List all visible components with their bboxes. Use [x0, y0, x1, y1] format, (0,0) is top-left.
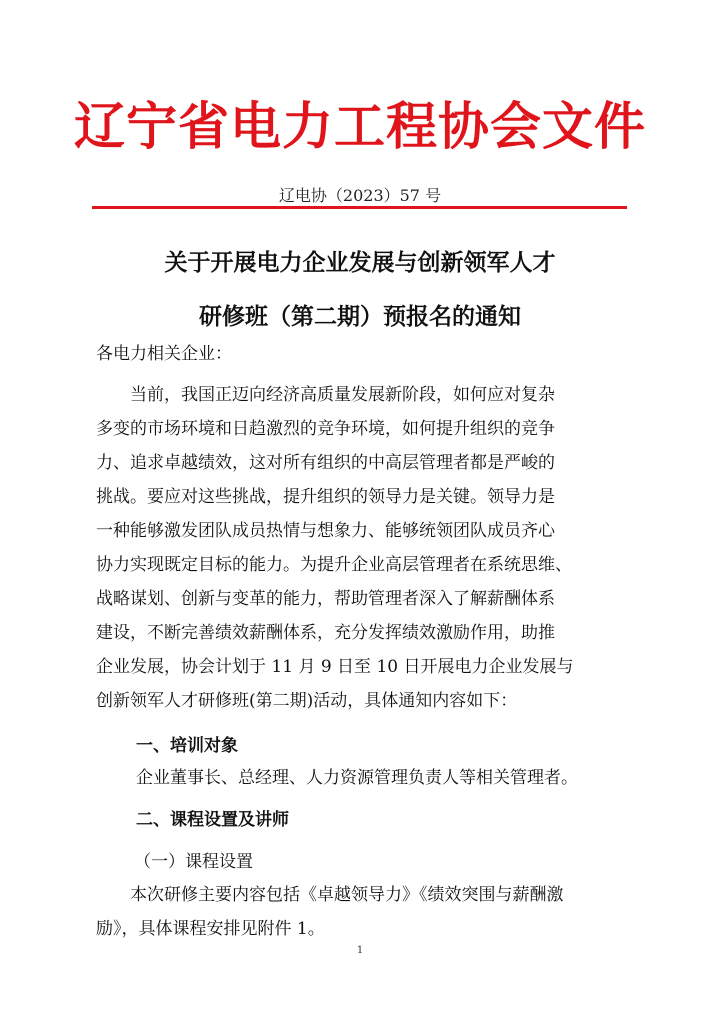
course-setup-paragraph [96, 878, 631, 946]
course-setup-line: 本次研修主要内容包括《卓越领导力》《绩效突围与薪酬激 [96, 885, 564, 905]
course-setup-line: 励》，具体课程安排见附件 1。 [96, 919, 325, 939]
section-heading-courses: 二、课程设置及讲师 [136, 810, 289, 830]
intro-paragraph [96, 378, 631, 718]
intro-line: 建设，不断完善绩效薪酬体系，充分发挥绩效激励作用，助推 [96, 623, 555, 643]
intro-line: 企业发展，协会计划于 11 月 9 日至 10 日开展电力企业发展与 [96, 657, 574, 677]
subsection-heading-course-setup: （一）课程设置 [134, 852, 253, 872]
intro-line: 挑战。要应对这些挑战，提升组织的领导力是关键。领导力是 [96, 487, 555, 507]
salutation: 各电力相关企业： [96, 344, 232, 364]
intro-line: 战略谋划、创新与变革的能力，帮助管理者深入了解薪酬体系 [96, 589, 555, 609]
intro-line: 创新领军人才研修班(第二期)活动，具体通知内容如下： [96, 691, 518, 711]
page-number: 1 [356, 945, 364, 956]
intro-line: 一种能够激发团队成员热情与想象力、能够统领团队成员齐心 [96, 521, 555, 541]
document-number: 辽电协（2023）57 号 [278, 186, 442, 205]
intro-line: 协力实现既定目标的能力。为提升企业高层管理者在系统思维、 [96, 555, 572, 575]
intro-line: 多变的市场环境和日趋激烈的竞争环境，如何提升组织的竞争 [96, 419, 555, 439]
notice-title-line-2: 研修班（第二期）预报名的通知 [199, 304, 521, 330]
section-body-training-target: 企业董事长、总经理、人力资源管理负责人等相关管理者。 [136, 768, 578, 788]
section-heading-training-target: 一、培训对象 [136, 736, 238, 756]
document-header-title: 辽宁省电力工程协会文件 [73, 97, 646, 157]
intro-line: 力、追求卓越绩效，这对所有组织的中高层管理者都是严峻的 [96, 453, 555, 473]
header-divider [92, 206, 627, 209]
intro-line: 当前，我国正迈向经济高质量发展新阶段，如何应对复杂 [96, 385, 555, 405]
notice-title-line-1: 关于开展电力企业发展与创新领军人才 [164, 250, 556, 276]
